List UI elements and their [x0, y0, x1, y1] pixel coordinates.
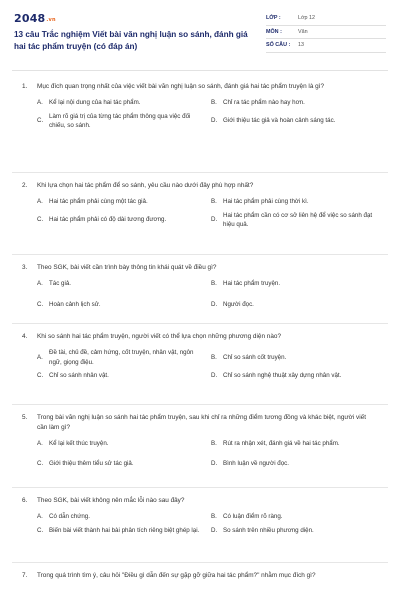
question-text: Trong quá trình tìm ý, câu hỏi "Điều gì dẫn đến sự gặp gỡ giữa hai tác phẩm?" nhằm mục đích gì?: [37, 572, 316, 579]
question-stem: [22, 82, 386, 92]
option-d[interactable]: [211, 300, 387, 310]
header-left: [14, 12, 252, 62]
option-letter: D.: [211, 526, 218, 534]
option-c[interactable]: [37, 459, 211, 469]
option-b[interactable]: [211, 279, 387, 289]
option-letter: B.: [211, 280, 217, 287]
option-letter: C.: [37, 459, 44, 467]
option-b[interactable]: [211, 512, 387, 522]
question-text: Theo SGK, bài viết không nên mắc lỗi nào sau đây?: [37, 497, 185, 504]
question-stem: [22, 571, 386, 581]
option-letter: C.: [37, 526, 44, 534]
question-number: 6.: [22, 497, 28, 504]
option-letter: B.: [211, 440, 217, 447]
option-text: Kể lại kết thúc truyện.: [49, 440, 109, 447]
option-text: Giới thiệu thêm tiểu sử tác giả.: [49, 459, 134, 467]
question-item: [0, 82, 400, 172]
meta-value: 13: [298, 42, 304, 49]
option-letter: B.: [211, 513, 217, 520]
option-a[interactable]: [37, 98, 211, 108]
option-letter: C.: [37, 372, 44, 379]
option-text: Chỉ ra tác phẩm nào hay hơn.: [223, 99, 305, 106]
header: [0, 0, 400, 62]
question-list: [0, 82, 400, 600]
question-item: [0, 181, 400, 254]
option-a[interactable]: [37, 439, 211, 449]
question-number: 2.: [22, 182, 28, 189]
question-separator: [12, 487, 388, 488]
option-a[interactable]: [37, 348, 211, 367]
option-d[interactable]: [211, 526, 387, 536]
meta-label: SỐ CÂU :: [266, 42, 291, 49]
question-separator: [12, 562, 388, 563]
option-text: Hai tác phẩm phải có độ dài tương đương.: [49, 216, 167, 224]
option-letter: C.: [37, 216, 44, 224]
option-letter: D.: [211, 459, 218, 467]
question-separator: [12, 404, 388, 405]
options: [37, 439, 386, 468]
question-text: Theo SGK, bài viết cần trình bày thông tin khái quát về điều gì?: [37, 264, 217, 271]
site-logo[interactable]: [14, 12, 252, 25]
option-letter: B.: [211, 99, 217, 106]
logo-main: 2048: [14, 12, 46, 25]
options: [37, 98, 386, 131]
option-text: So sánh trên nhiều phương diện.: [223, 526, 314, 534]
question-separator: [12, 254, 388, 255]
meta-row-class: [266, 12, 386, 26]
option-c[interactable]: [37, 211, 211, 230]
question-item: [0, 263, 400, 323]
question-stem: [22, 263, 386, 273]
option-letter: A.: [37, 198, 43, 205]
question-item: [0, 332, 400, 404]
option-text: Chỉ so sánh nhân vật.: [49, 372, 109, 379]
question-item: [0, 496, 400, 562]
meta-value: Lớp 12: [298, 15, 316, 22]
meta-label: MÔN :: [266, 28, 282, 35]
option-b[interactable]: [211, 439, 387, 449]
question-stem: [22, 413, 386, 433]
option-c[interactable]: [37, 371, 211, 381]
option-letter: C.: [37, 300, 44, 308]
option-text: Rút ra nhận xét, đánh giá về hai tác phẩm.: [223, 440, 340, 447]
option-b[interactable]: [211, 348, 387, 367]
option-letter: B.: [211, 198, 217, 205]
header-divider: [12, 70, 388, 71]
question-stem: [22, 332, 386, 342]
option-c[interactable]: [37, 526, 211, 536]
option-letter: A.: [37, 280, 43, 287]
option-text: Hai tác phẩm phải cùng thời kì.: [223, 198, 309, 205]
option-text: Giới thiệu tác giả và hoàn cảnh sáng tác.: [223, 117, 336, 125]
option-text: Tác giả.: [49, 280, 72, 287]
option-letter: D.: [211, 300, 218, 308]
option-letter: B.: [211, 353, 217, 361]
options: [37, 279, 386, 309]
option-text: Bình luận về người đọc.: [223, 459, 289, 467]
question-stem: [22, 181, 386, 191]
question-number: 3.: [22, 264, 28, 271]
option-d[interactable]: [211, 459, 387, 469]
logo-suffix: .vn: [46, 17, 56, 23]
option-letter: A.: [37, 440, 43, 447]
option-text: Hai tác phẩm truyện.: [223, 280, 281, 287]
option-text: Người đọc.: [223, 300, 254, 308]
question-text: Trong bài văn nghị luận so sánh hai tác phẩm truyện, sau khi chỉ ra những điểm tương đồng và khác biệt, người viết cần làm gì?: [37, 414, 366, 431]
option-a[interactable]: [37, 279, 211, 289]
option-letter: D.: [211, 372, 218, 379]
option-d[interactable]: [211, 371, 387, 381]
option-letter: D.: [211, 216, 218, 224]
meta-row-subject: [266, 26, 386, 40]
option-text: Đề tài, chủ đề, cảm hứng, cốt truyện, nhân vật, ngôn ngữ, giọng điệu.: [49, 349, 194, 366]
option-text: Biến bài viết thành hai bài phân tích riêng biệt ghép lại.: [49, 526, 200, 534]
question-text: Khi lựa chọn hai tác phẩm để so sánh, yêu cầu nào dưới đây phù hợp nhất?: [37, 182, 254, 189]
question-number: 4.: [22, 333, 28, 340]
question-number: 5.: [22, 414, 28, 421]
option-a[interactable]: [37, 512, 211, 522]
option-text: Chỉ so sánh cốt truyện.: [223, 353, 287, 361]
option-text: Có dẫn chứng.: [49, 513, 90, 520]
question-text: Khi so sánh hai tác phẩm truyện, người viết có thể lựa chọn những phương diện nào?: [37, 333, 281, 340]
option-letter: A.: [37, 513, 43, 520]
question-number: 1.: [22, 83, 28, 90]
option-text: Hai tác phẩm cần có cơ sở liên hệ để việc so sánh đạt hiệu quả.: [223, 211, 373, 228]
option-text: Hoàn cảnh lịch sử.: [49, 300, 101, 308]
option-letter: A.: [37, 99, 43, 106]
option-c[interactable]: [37, 112, 211, 131]
question-number: 7.: [22, 572, 28, 579]
option-text: Làm rõ giá trị của từng tác phẩm thông qua việc đối chiếu, so sánh.: [49, 112, 191, 129]
question-stem: [22, 496, 386, 506]
option-c[interactable]: [37, 300, 211, 310]
question-text: Mục đích quan trọng nhất của việc viết bài văn nghị luận so sánh, đánh giá hai tác phẩm truyện là gì?: [37, 83, 325, 90]
option-text: Kể lại nội dung của hai tác phẩm.: [49, 99, 141, 106]
options: [37, 512, 386, 535]
option-text: Chỉ so sánh nghệ thuật xây dựng nhân vật.: [223, 372, 342, 379]
meta-row-count: [266, 39, 386, 53]
option-text: Hai tác phẩm phải cùng một tác giả.: [49, 198, 148, 205]
page-title: 13 câu Trắc nghiệm Viết bài văn nghị luận so sánh, đánh giá hai tác phẩm truyện (có đáp án): [14, 30, 248, 51]
option-letter: A.: [37, 353, 43, 361]
question-separator: [12, 172, 388, 173]
option-d[interactable]: [211, 211, 387, 230]
question-item: [0, 413, 400, 487]
option-text: Có luận điểm rõ ràng.: [223, 513, 283, 520]
option-letter: C.: [37, 117, 44, 125]
options: [37, 197, 386, 230]
meta-value: Văn: [298, 28, 308, 35]
option-d[interactable]: [211, 112, 387, 131]
question-separator: [12, 323, 388, 324]
meta-panel: [266, 12, 386, 62]
option-a[interactable]: [37, 197, 211, 207]
meta-label: LỚP :: [266, 15, 281, 22]
question-item: [0, 571, 400, 600]
option-b[interactable]: [211, 98, 387, 108]
option-letter: D.: [211, 117, 218, 125]
option-b[interactable]: [211, 197, 387, 207]
options: [37, 348, 386, 381]
